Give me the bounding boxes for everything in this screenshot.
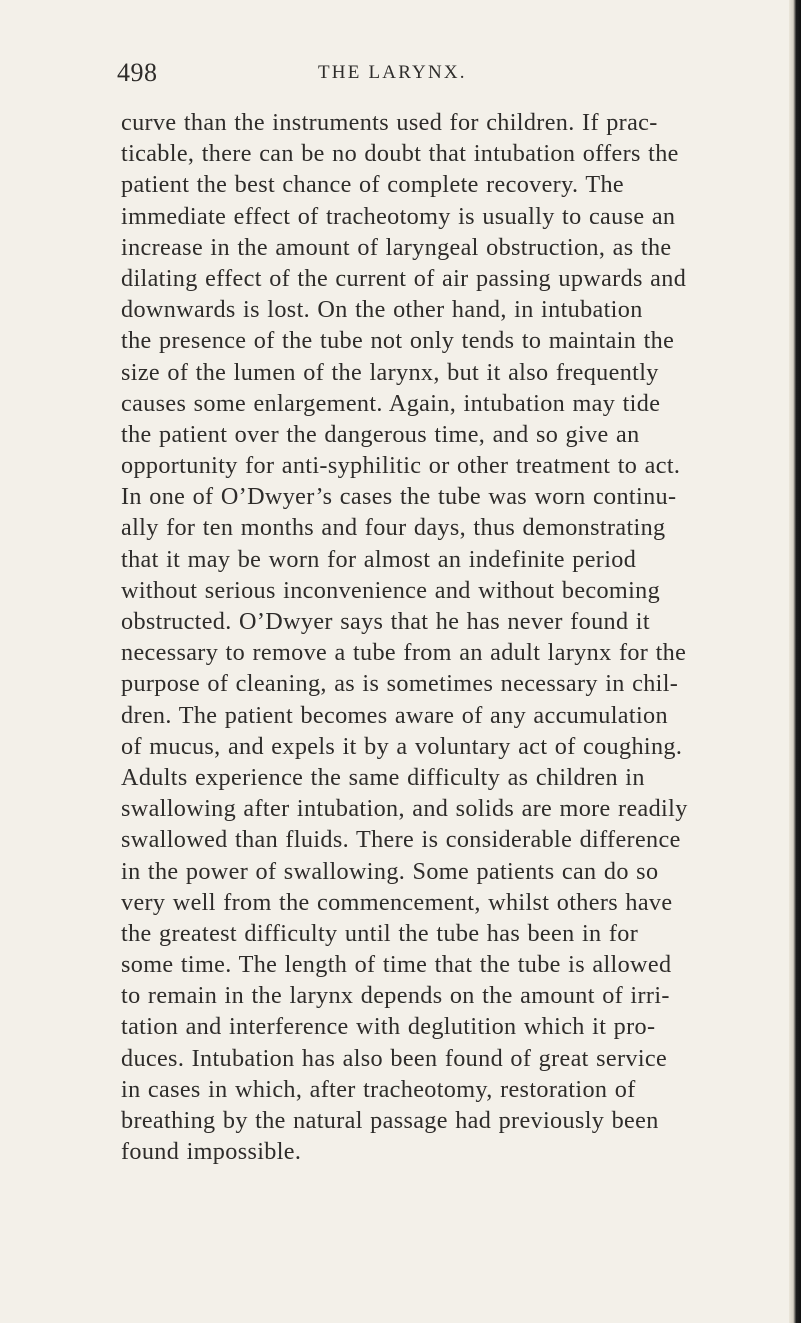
text-line: ally for ten months and four days, thus demonstrating	[121, 514, 666, 542]
text-line: of mucus, and expels it by a voluntary act of coughing.	[121, 732, 683, 760]
text-line: downwards is lost. On the other hand, in intubation	[121, 296, 643, 324]
text-line: to remain in the larynx depends on the amount of irri-	[121, 982, 670, 1010]
text-line: without serious inconvenience and without becoming	[121, 576, 661, 604]
text-line: opportunity for anti-syphilitic or other treatment to act.	[121, 452, 681, 480]
text-line: dilating effect of the current of air passing upwards and	[121, 264, 687, 292]
text-line: obstructed. O’Dwyer says that he has never found it	[121, 608, 650, 635]
text-line: causes some enlargement. Again, intubation may tide	[121, 389, 661, 417]
text-line: swallowing after intubation, and solids are more readily	[121, 795, 688, 823]
text-line: Adults experience the same difficulty as children in	[121, 763, 645, 791]
body-paragraph	[121, 107, 793, 1167]
running-title: THE LARYNX.	[318, 62, 467, 83]
text-line: breathing by the natural passage had previously been	[121, 1107, 659, 1134]
text-line: duces. Intubation has also been found of great service	[121, 1044, 668, 1072]
text-line: found impossible.	[121, 1138, 302, 1166]
text-line: that it may be worn for almost an indefinite period	[121, 545, 637, 573]
text-line: increase in the amount of laryngeal obstruction, as the	[121, 233, 672, 261]
text-line: size of the lumen of the larynx, but it also frequently	[121, 358, 659, 386]
text-line: some time. The length of time that the tube is allowed	[121, 951, 672, 979]
running-header	[0, 58, 801, 98]
text-line: patient the best chance of complete recovery. The	[121, 171, 624, 199]
text-line: the patient over the dangerous time, and so give an	[121, 420, 640, 448]
text-line: very well from the commencement, whilst others have	[121, 888, 673, 916]
text-line: curve than the instruments used for children. If prac-	[121, 109, 658, 136]
text-line: In one of O’Dwyer’s cases the tube was worn continu-	[121, 483, 677, 511]
text-line: the presence of the tube not only tends to maintain the	[121, 327, 675, 355]
text-line: purpose of cleaning, as is sometimes necessary in chil-	[121, 670, 679, 698]
text-line: tation and interference with deglutition which it pro-	[121, 1013, 656, 1041]
text-line: immediate effect of tracheotomy is usually to cause an	[121, 202, 676, 230]
text-line: dren. The patient becomes aware of any accumulation	[121, 701, 668, 729]
text-line: the greatest difficulty until the tube has been in for	[121, 919, 639, 947]
text-line: necessary to remove a tube from an adult larynx for the	[121, 639, 687, 667]
text-line: in cases in which, after tracheotomy, restoration of	[121, 1075, 636, 1103]
text-line: in the power of swallowing. Some patients can do so	[121, 857, 659, 885]
text-line: swallowed than fluids. There is considerable difference	[121, 826, 681, 854]
text-line: ticable, there can be no doubt that intubation offers the	[121, 140, 679, 168]
page-number: 498	[117, 58, 158, 87]
